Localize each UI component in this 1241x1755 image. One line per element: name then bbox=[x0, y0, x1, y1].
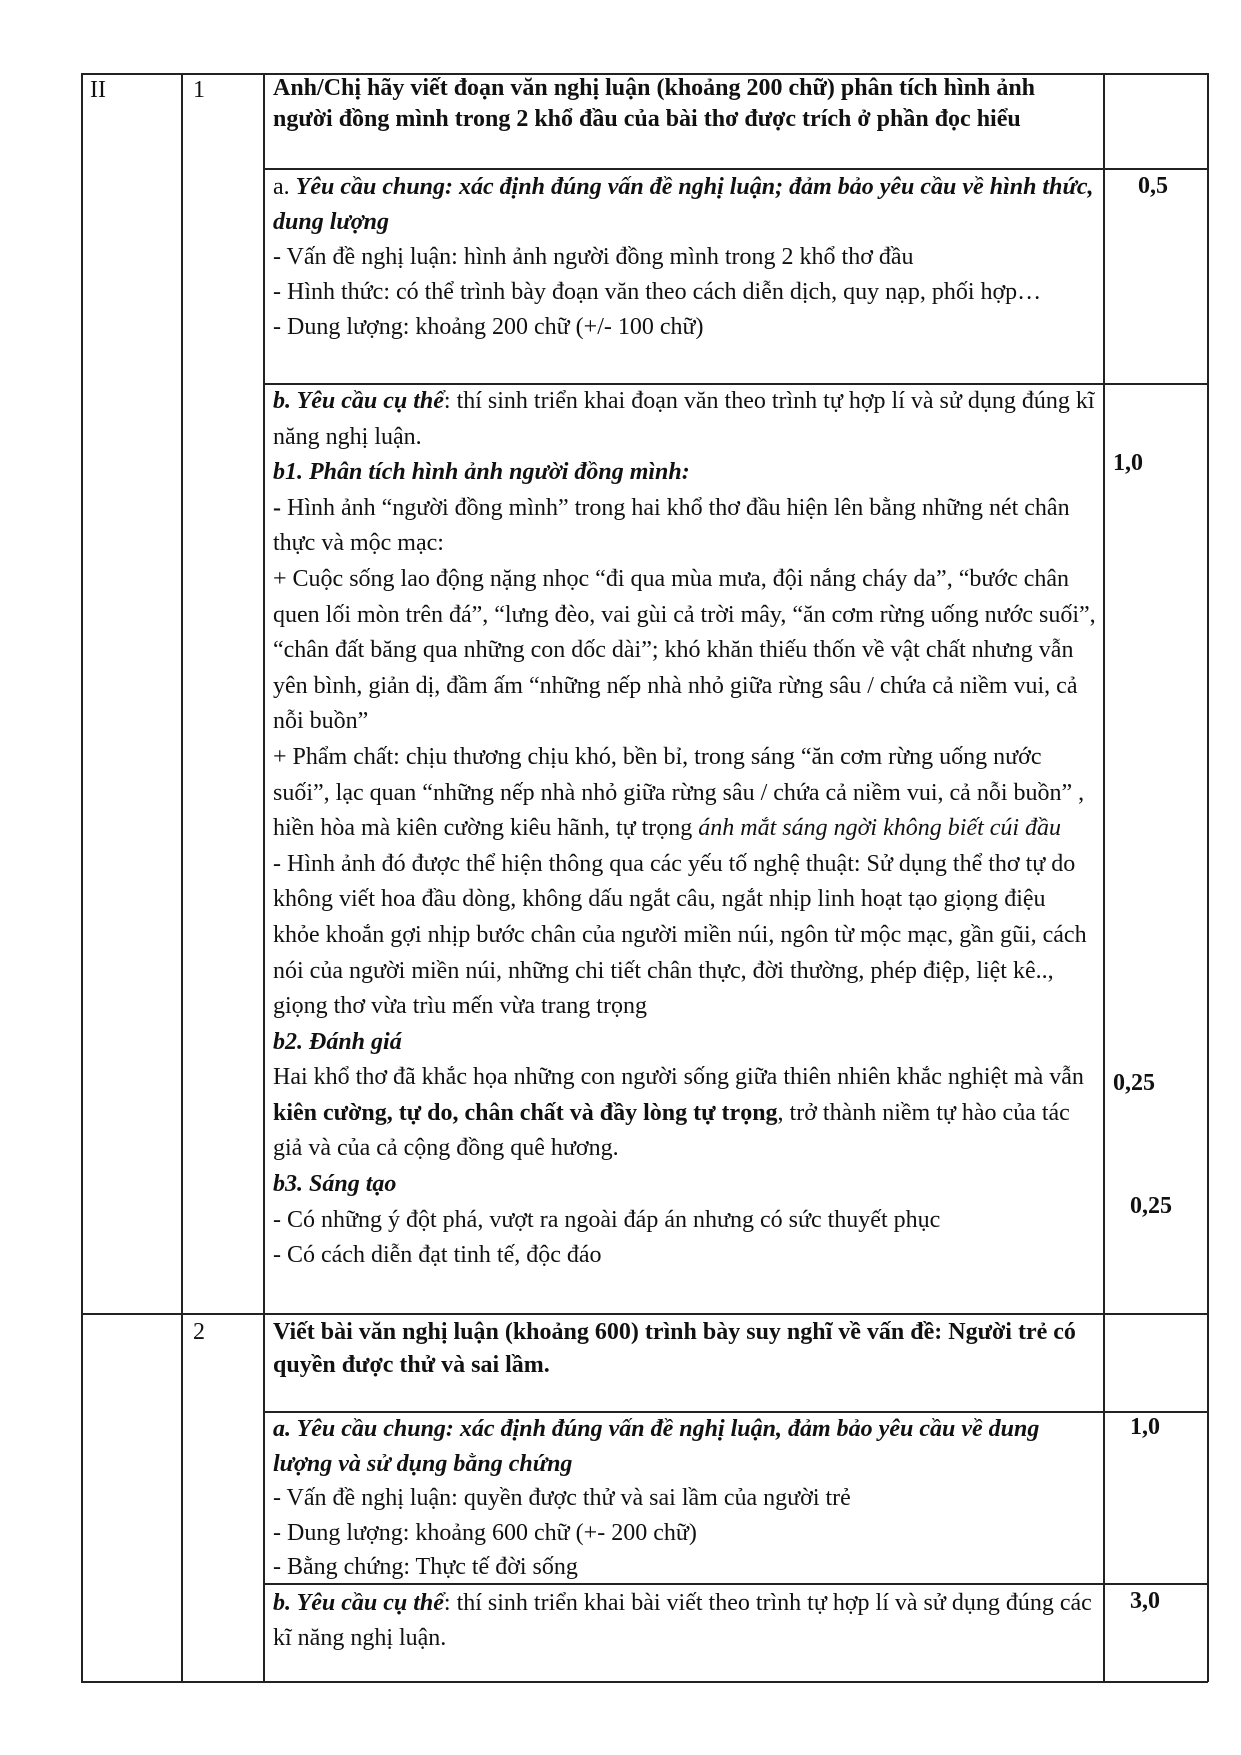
q1-b3-heading: b3. Sáng tạo bbox=[273, 1171, 397, 1198]
q2-b-heading: b. Yêu cầu cụ thể bbox=[273, 1590, 444, 1616]
row-divider bbox=[81, 1313, 1208, 1315]
q1-a-score: 0,5 bbox=[1138, 173, 1168, 199]
q1-a-line: - Dung lượng: khoảng 200 chữ (+/- 100 chữ) bbox=[273, 314, 704, 340]
column-divider bbox=[263, 73, 265, 1682]
table-border-right bbox=[1207, 73, 1209, 1682]
q1-b2-heading: b2. Đánh giá bbox=[273, 1028, 402, 1055]
q1-b1-quote: ánh mắt sáng ngời không biết cúi đầu bbox=[698, 815, 1062, 842]
q1-b2-paragraph: , trở thành niềm tự hào của tác giả và của cả cộng đồng quê hương. bbox=[273, 1099, 1070, 1162]
q1-b1-paragraph: - Hình ảnh đó được thể hiện thông qua các yếu tố nghệ thuật: Sử dụng thể thơ tự do không viết hoa đầu dòng, không dấu ngắt câu, ngắt nhịp linh hoạt tạo giọng điệu khỏe khoắn gợi nhịp bước chân của người miền núi, ngôn từ mộc mạc, gần gũi, cách nói của người miền núi, những chi tiết chân thực, đời thường, phép điệp, liệt kê.., giọng thơ vừa trìu mến vừa trang trọng bbox=[273, 850, 1087, 1020]
q1-a-prefix: a. bbox=[273, 174, 296, 200]
q2-b-score: 3,0 bbox=[1130, 1588, 1160, 1614]
q1-a-line: - Vấn đề nghị luận: hình ảnh người đồng mình trong 2 khổ thơ đầu bbox=[273, 244, 914, 270]
q2-a-line: - Bằng chứng: Thực tế đời sống bbox=[273, 1554, 578, 1580]
column-divider bbox=[1103, 73, 1105, 1682]
table-border-bottom bbox=[81, 1681, 1208, 1683]
q1-b1-paragraph: + Cuộc sống lao động nặng nhọc “đi qua mùa mưa, đội nắng cháy da”, “bước chân quen lối mòn trên đá”, “lưng đèo, vai gùi cả trời mây, “ăn cơm rừng uống nước suối”, “chân đất băng qua những con dốc dài”; khó khăn thiếu thốn về vật chất nhưng vẫn yên bình, giản dị, đầm ấm “những nếp nhà nhỏ giữa rừng sâu / chứa cả niềm vui, cả nỗi buồn” bbox=[273, 565, 1096, 735]
q2-a-line: - Dung lượng: khoảng 600 chữ (+- 200 chữ) bbox=[273, 1519, 697, 1546]
q1-b-heading: b. Yêu cầu cụ thể bbox=[273, 388, 444, 414]
q1-b1-paragraph: + Phẩm chất: chịu thương chịu khó, bền bỉ, trong sáng “ăn cơm rừng uống nước suối”, lạc quan “những nếp nhà nhỏ giữa rừng sâu / chứa cả niềm vui, cả nỗi buồn” , hiền hòa mà kiên cường kiêu hãnh, tự trọng bbox=[273, 743, 1085, 842]
q1-b1-heading: b1. Phân tích hình ảnh người đồng mình: bbox=[273, 459, 690, 486]
column-divider bbox=[181, 73, 183, 1682]
q1-b1-score: 1,0 bbox=[1113, 450, 1143, 476]
q1-b2-score: 0,25 bbox=[1113, 1070, 1155, 1096]
question-2-title: Viết bài văn nghị luận (khoảng 600) trình bày suy nghĩ về vấn đề: Người trẻ có quyền được thử và sai lầm. bbox=[273, 1319, 1076, 1378]
q2-specific-requirements bbox=[273, 1586, 1096, 1656]
q1-b2-paragraph: Hai khổ thơ đã khắc họa những con người sống giữa thiên nhiên khắc nghiệt mà vẫn bbox=[273, 1064, 1084, 1091]
q1-b-intro: : thí sinh triển khai đoạn văn theo trình tự hợp lí và sử dụng đúng kĩ năng nghị luận. bbox=[273, 388, 1095, 450]
q2-a-line: - Vấn đề nghị luận: quyền được thử và sai lầm của người trẻ bbox=[273, 1485, 851, 1511]
q2-a-heading: a. Yêu cầu chung: xác định đúng vấn đề nghị luận, đảm bảo yêu cầu về dung lượng và sử dụng bằng chứng bbox=[273, 1416, 1040, 1477]
q1-b3-score: 0,25 bbox=[1130, 1193, 1172, 1219]
q2-b-intro: : thí sinh triển khai bài viết theo trình tự hợp lí và sử dụng đúng các kĩ năng nghị luận. bbox=[273, 1590, 1092, 1651]
q1-general-requirements bbox=[273, 170, 1096, 345]
q2-general-requirements bbox=[273, 1412, 1096, 1585]
q1-a-line: - Hình thức: có thể trình bày đoạn văn theo cách diễn dịch, quy nạp, phối hợp… bbox=[273, 279, 1042, 305]
q1-b3-line: - Có những ý đột phá, vượt ra ngoài đáp án nhưng có sức thuyết phục bbox=[273, 1206, 941, 1233]
question-number-1: 1 bbox=[193, 77, 205, 103]
q1-b1-paragraph: Hình ảnh “người đồng mình” trong hai khổ thơ đầu hiện lên bằng những nét chân thực và mộc mạc: bbox=[273, 494, 1070, 557]
table-border-left bbox=[81, 73, 83, 1682]
q2-a-score: 1,0 bbox=[1130, 1414, 1160, 1440]
q1-a-heading: Yêu cầu chung: xác định đúng vấn đề nghị luận; đảm bảo yêu cầu về hình thức, dung lượng bbox=[273, 174, 1094, 235]
section-label: II bbox=[90, 77, 106, 103]
question-1-title: Anh/Chị hãy viết đoạn văn nghị luận (khoảng 200 chữ) phân tích hình ảnh người đồng mình trong 2 khổ đầu của bài thơ được trích ở phần đọc hiểu bbox=[273, 75, 1036, 132]
q1-b2-emphasis: kiên cường, tự do, chân chất và đầy lòng tự trọng bbox=[273, 1099, 778, 1126]
question-number-2: 2 bbox=[193, 1319, 205, 1345]
q1-specific-requirements bbox=[273, 384, 1096, 1274]
q1-b1-dash: - bbox=[273, 494, 281, 521]
q1-b3-line: - Có cách diễn đạt tinh tế, độc đáo bbox=[273, 1242, 602, 1269]
